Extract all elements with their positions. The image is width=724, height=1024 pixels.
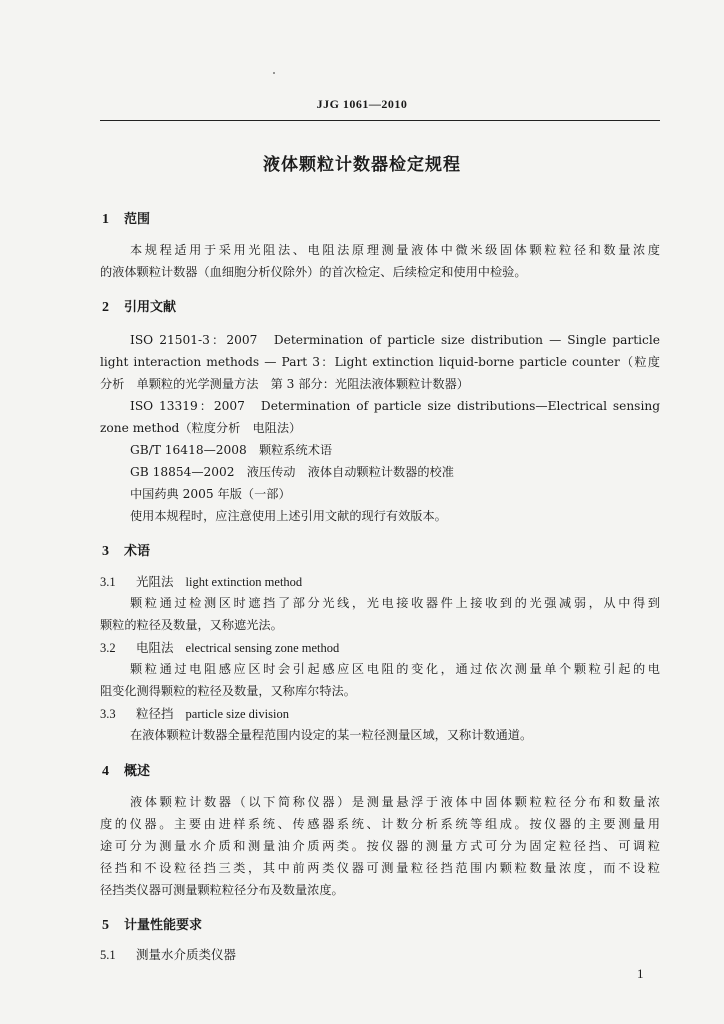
reference-line: ISO 13319：2007 Determination of particle size distributions—Electrical sensing: [130, 399, 660, 413]
term-definition: 颗粒通过电阻感应区时会引起感应区电阻的变化，通过依次测量单个颗粒引起的电: [130, 662, 660, 676]
paragraph-line: 途可分为测量水介质和测量油介质两类。按仪器的测量方式可分为固定粒径挡、可调粒: [100, 839, 660, 853]
page-title: 液体颗粒计数器检定规程: [263, 155, 461, 175]
term-heading: 3.3 粒径挡 particle size division: [100, 706, 289, 721]
reference-line: light interaction methods — Part 3：Light extinction liquid-borne particle counter（粒度: [100, 355, 660, 369]
header-rule: [100, 120, 660, 121]
term-definition: 阻变化测得颗粒的粒径及数量，又称库尔特法。: [100, 684, 356, 698]
term-definition: 在液体颗粒计数器全量程范围内设定的某一粒径测量区域，又称计数通道。: [130, 728, 533, 742]
scan-speck: [273, 72, 275, 74]
section-heading: 2 引用文献: [102, 300, 177, 315]
paragraph-line: 度的仪器。主要由进样系统、传感器系统、计数分析系统等组成。按仪器的主要测量用: [100, 817, 660, 831]
paragraph-line: 径挡和不设粒径挡三类，其中前两类仪器可测量粒径挡范围内颗粒数量浓度，而不设粒: [100, 861, 660, 875]
reference-line: zone method（粒度分析 电阻法）: [100, 421, 302, 435]
term-heading: 3.1 光阻法 light extinction method: [100, 574, 303, 589]
paragraph-line: 本规程适用于采用光阻法、电阻法原理测量液体中微米级固体颗粒粒径和数量浓度: [130, 243, 660, 257]
page-number: 1: [637, 966, 644, 981]
paragraph-line: 液体颗粒计数器（以下简称仪器）是测量悬浮于液体中固体颗粒粒径分布和数量浓: [130, 795, 660, 809]
term-definition: 颗粒通过检测区时遮挡了部分光线，光电接收器件上接收到的光强减弱，从中得到: [130, 596, 660, 610]
reference-line: ISO 21501-3：2007 Determination of particle size distribution — Single particle: [130, 333, 660, 347]
section-heading: 3 术语: [102, 544, 151, 559]
paragraph-line: 径挡类仪器可测量颗粒粒径分布及数量浓度。: [100, 883, 344, 897]
reference-note: 使用本规程时，应注意使用上述引用文献的现行有效版本。: [130, 509, 447, 523]
section-heading: 1 范围: [102, 212, 151, 227]
paragraph-line: 的液体颗粒计数器（血细胞分析仪除外）的首次检定、后续检定和使用中检验。: [100, 265, 527, 279]
reference-line: 分析 单颗粒的光学测量方法 第 3 部分：光阻法液体颗粒计数器）: [100, 377, 469, 391]
section-heading: 4 概述: [102, 764, 151, 779]
running-header: JJG 1061—2010: [316, 97, 408, 111]
term-heading: 3.2 电阻法 electrical sensing zone method: [100, 640, 340, 655]
reference-line: GB 18854—2002 液压传动 液体自动颗粒计数器的校准: [130, 465, 454, 479]
subsection-heading: 5.1 测量水介质类仪器: [100, 947, 237, 962]
term-definition: 颗粒的粒径及数量，又称遮光法。: [100, 618, 283, 632]
section-heading: 5 计量性能要求: [102, 918, 203, 933]
reference-line: 中国药典 2005 年版（一部）: [130, 487, 291, 501]
reference-line: GB/T 16418—2008 颗粒系统术语: [130, 443, 333, 457]
